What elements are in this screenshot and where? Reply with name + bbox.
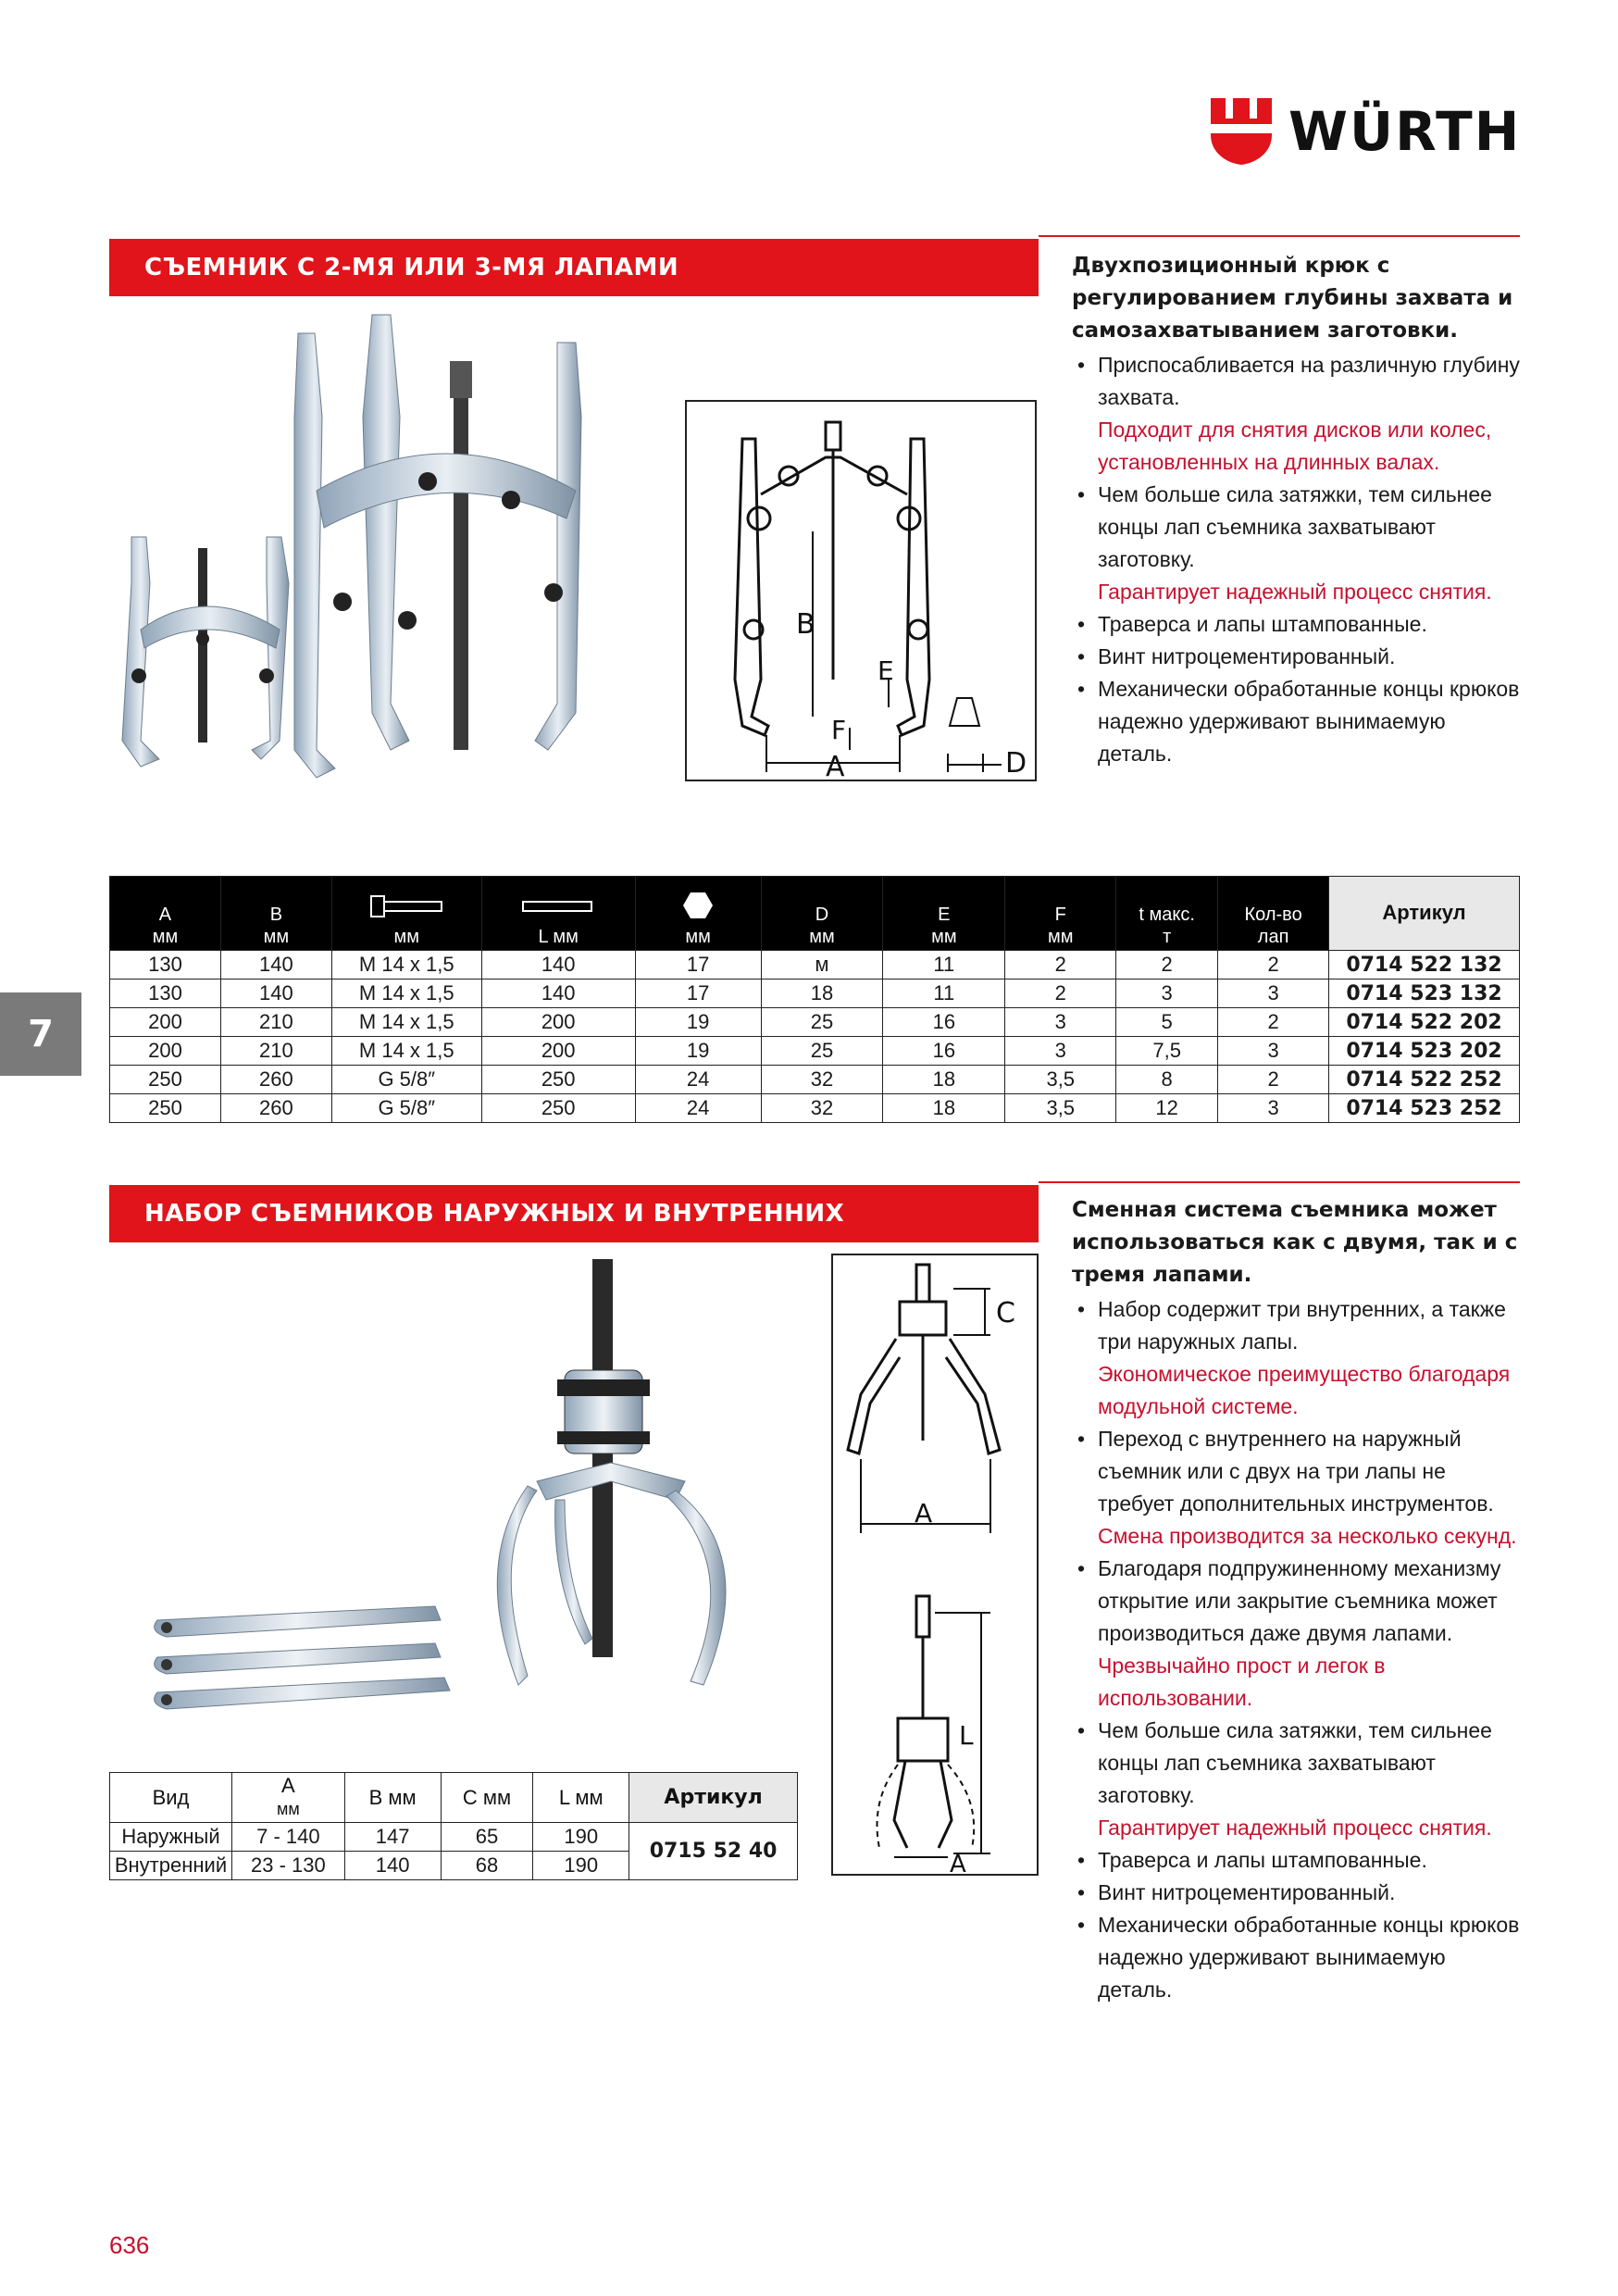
cell: 12 [1116, 1094, 1218, 1123]
dim-c-label: C [996, 1297, 1015, 1329]
bullet-note: Смена производится за несколько секунд. [1098, 1524, 1517, 1548]
cell: M 14 x 1,5 [331, 980, 481, 1008]
col-d-header: D мм [761, 877, 883, 951]
cell: 3 [1005, 1008, 1116, 1037]
cell: 140 [481, 980, 635, 1008]
cell: 250 [481, 1066, 635, 1094]
cell: 19 [635, 1037, 761, 1066]
section1-spec-table [109, 876, 1520, 1123]
cell: 18 [761, 980, 883, 1008]
table-header-row [110, 877, 1520, 951]
cell: 17 [635, 980, 761, 1008]
col-c-header: C мм [441, 1773, 533, 1823]
dim-a-label: A [826, 751, 845, 780]
wurth-logo [1211, 98, 1525, 168]
article-number: 0715 52 40 [629, 1823, 798, 1880]
col-l-header: L мм [533, 1773, 629, 1823]
cell: 5 [1116, 1008, 1218, 1037]
cell: 250 [481, 1094, 635, 1123]
cell: 25 [761, 1037, 883, 1066]
dim-a-bottom-label: A [950, 1851, 966, 1874]
cell: 18 [883, 1066, 1005, 1094]
cell: 3 [1218, 1037, 1329, 1066]
cell: 200 [110, 1037, 221, 1066]
table-row [110, 1008, 1520, 1037]
col-thread-header: мм [331, 877, 481, 951]
cell: 190 [533, 1852, 629, 1880]
dim-f-label: F [831, 715, 847, 745]
cell: 200 [110, 1008, 221, 1037]
cell: 147 [344, 1823, 441, 1852]
bullet-note: Чрезвычайно прост и легок в использовании. [1098, 1653, 1386, 1710]
screw-length-icon [521, 892, 595, 920]
cell: 3 [1218, 980, 1329, 1008]
section1-bullet-list [1072, 349, 1522, 770]
col-b-header: B мм [344, 1773, 441, 1823]
cell: 260 [220, 1066, 331, 1094]
col-article-header: Артикул [1329, 877, 1520, 951]
cell: 18 [883, 1094, 1005, 1123]
cell: G 5/8″ [331, 1066, 481, 1094]
article-number: 0714 523 202 [1329, 1037, 1520, 1066]
puller-set-photo-icon [130, 1250, 796, 1750]
cell: 130 [110, 951, 221, 980]
cell: 17 [635, 951, 761, 980]
section2-spec-table [109, 1772, 798, 1880]
cell: M 14 x 1,5 [331, 1037, 481, 1066]
bullet-item: • Переход с внутреннего на наружный съемник или с двух на три лапы не требует дополнительных инструментов. Смена производится за несколько секунд. [1072, 1423, 1525, 1553]
bullet-item: • Чем больше сила затяжки, тем сильнее концы лап съемника захватывают заготовку. Гарантирует надежный процесс снятия. [1072, 479, 1522, 608]
bullet-item: • Чем больше сила затяжки, тем сильнее концы лап съемника захватывают заготовку. Гарантирует надежный процесс снятия. [1072, 1715, 1525, 1844]
cell: 68 [441, 1852, 533, 1880]
bullet-item: • Приспосабливается на различную глубину захвата. Подходит для снятия дисков или колес, установленных на длинных валах. [1072, 349, 1522, 479]
cell: 7,5 [1116, 1037, 1218, 1066]
cell: 11 [883, 951, 1005, 980]
cell: 7 - 140 [231, 1823, 344, 1852]
table-row [110, 1823, 798, 1852]
table-row [110, 1037, 1520, 1066]
col-a-header: A мм [231, 1773, 344, 1823]
bullet-item: • Механически обработанные концы крюков надежно удерживают вынимаемую деталь. [1072, 673, 1522, 770]
cell: 2 [1005, 951, 1116, 980]
bullet-item: • Набор содержит три внутренних, а также три наружных лапы. Экономическое преимущество благодаря модульной системе. [1072, 1293, 1525, 1423]
dim-e-label: E [877, 655, 894, 686]
cell: 260 [220, 1094, 331, 1123]
section2-lead: Сменная система съемника может использоваться как с двумя, так и с тремя лапами. [1072, 1198, 1518, 1287]
cell: 3 [1005, 1037, 1116, 1066]
col-b-header: B мм [220, 877, 331, 951]
section1-lead: Двухпозиционный крюк с регулированием глубины захвата и самозахватыванием заготовки. [1072, 254, 1513, 343]
table-row [110, 1094, 1520, 1123]
table-row [110, 1066, 1520, 1094]
cell: 23 - 130 [231, 1852, 344, 1880]
article-number: 0714 523 132 [1329, 980, 1520, 1008]
section1-dimension-diagram [685, 400, 1037, 781]
col-article-header: Артикул [629, 1773, 798, 1823]
dim-a-top-label: A [915, 1498, 933, 1529]
section2-title: НАБОР СЪЕМНИКОВ НАРУЖНЫХ И ВНУТРЕННИХ [109, 1185, 1039, 1242]
section1-product-photo [113, 306, 631, 787]
section2-description [1072, 1194, 1525, 2006]
hex-nut-icon [682, 891, 714, 920]
cell: 3,5 [1005, 1094, 1116, 1123]
cell: G 5/8″ [331, 1094, 481, 1123]
cell: 11 [883, 980, 1005, 1008]
article-number: 0714 522 252 [1329, 1066, 1520, 1094]
cell: 19 [635, 1008, 761, 1037]
cell: 140 [220, 980, 331, 1008]
cell: 3 [1218, 1094, 1329, 1123]
table-header-row [110, 1773, 798, 1823]
cell: м [761, 951, 883, 980]
col-force-header: t макс. т [1116, 877, 1218, 951]
puller-set-dimension-drawing-icon [833, 1255, 1037, 1874]
wurth-logo-mark-icon [1211, 98, 1272, 165]
cell: 200 [481, 1008, 635, 1037]
cell: Внутренний [110, 1852, 232, 1880]
cell: 16 [883, 1008, 1005, 1037]
bullet-note: Гарантирует надежный процесс снятия. [1098, 580, 1492, 604]
chapter-tab: 7 [0, 992, 81, 1076]
cell: 16 [883, 1037, 1005, 1066]
table-row [110, 980, 1520, 1008]
col-length-header: L мм [481, 877, 635, 951]
section2-product-photo [130, 1250, 796, 1750]
cell: 2 [1218, 1066, 1329, 1094]
article-number: 0714 523 252 [1329, 1094, 1520, 1123]
cell: 3,5 [1005, 1066, 1116, 1094]
col-type-header: Вид [110, 1773, 232, 1823]
cell: 140 [344, 1852, 441, 1880]
cell: 250 [110, 1094, 221, 1123]
cell: 3 [1116, 980, 1218, 1008]
cell: 250 [110, 1066, 221, 1094]
section1-rule [1039, 235, 1520, 237]
cell: 210 [220, 1037, 331, 1066]
cell: 65 [441, 1823, 533, 1852]
bullet-item: • Благодаря подпружиненному механизму открытие или закрытие съемника может производиться даже двумя лапами. Чрезвычайно прост и легок в использовании. [1072, 1553, 1525, 1715]
bullet-item: • Механически обработанные концы крюков надежно удерживают вынимаемую деталь. [1072, 1909, 1525, 2006]
bullet-item: • Траверса и лапы штампованные. [1072, 608, 1522, 641]
cell: 140 [481, 951, 635, 980]
article-number: 0714 522 202 [1329, 1008, 1520, 1037]
cell: 200 [481, 1037, 635, 1066]
col-f-header: F мм [1005, 877, 1116, 951]
bullet-note: Гарантирует надежный процесс снятия. [1098, 1816, 1492, 1840]
bullet-note: Экономическое преимущество благодаря модульной системе. [1098, 1362, 1511, 1418]
cell: 25 [761, 1008, 883, 1037]
cell: 210 [220, 1008, 331, 1037]
cell: 24 [635, 1066, 761, 1094]
bullet-item: • Винт нитроцементированный. [1072, 641, 1522, 673]
cell: M 14 x 1,5 [331, 1008, 481, 1037]
dim-l-label: L [959, 1720, 974, 1751]
bullet-item: • Винт нитроцементированный. [1072, 1877, 1525, 1909]
cell: Наружный [110, 1823, 232, 1852]
article-number: 0714 522 132 [1329, 951, 1520, 980]
wurth-logo-text: WÜRTH [1288, 100, 1522, 163]
col-e-header: E мм [883, 877, 1005, 951]
cell: 24 [635, 1094, 761, 1123]
bullet-note: Подходит для снятия дисков или колес, установленных на длинных валах. [1098, 418, 1492, 474]
cell: M 14 x 1,5 [331, 951, 481, 980]
section2-bullet-list [1072, 1293, 1525, 2006]
cell: 190 [533, 1823, 629, 1852]
cell: 8 [1116, 1066, 1218, 1094]
cell: 140 [220, 951, 331, 980]
cell: 130 [110, 980, 221, 1008]
screw-icon [369, 892, 443, 920]
cell: 2 [1116, 951, 1218, 980]
cell: 2 [1218, 951, 1329, 980]
col-legs-header: Кол-во лап [1218, 877, 1329, 951]
puller-photo-icon [113, 306, 631, 787]
dim-d-label: D [1005, 747, 1027, 780]
cell: 2 [1218, 1008, 1329, 1037]
section1-title: СЪЕМНИК С 2-МЯ ИЛИ 3-МЯ ЛАПАМИ [109, 239, 1039, 296]
puller-dimension-drawing-icon [687, 402, 1035, 780]
section2-rule [1039, 1181, 1520, 1183]
cell: 32 [761, 1094, 883, 1123]
section2-dimension-diagram [831, 1254, 1039, 1876]
dim-b-label: B [796, 608, 815, 641]
bullet-item: • Траверса и лапы штампованные. [1072, 1844, 1525, 1877]
cell: 32 [761, 1066, 883, 1094]
col-a-header: A мм [110, 877, 221, 951]
table-row [110, 951, 1520, 980]
section1-description [1072, 250, 1522, 770]
cell: 2 [1005, 980, 1116, 1008]
page-number: 636 [109, 2231, 150, 2259]
col-hex-header: мм [635, 877, 761, 951]
